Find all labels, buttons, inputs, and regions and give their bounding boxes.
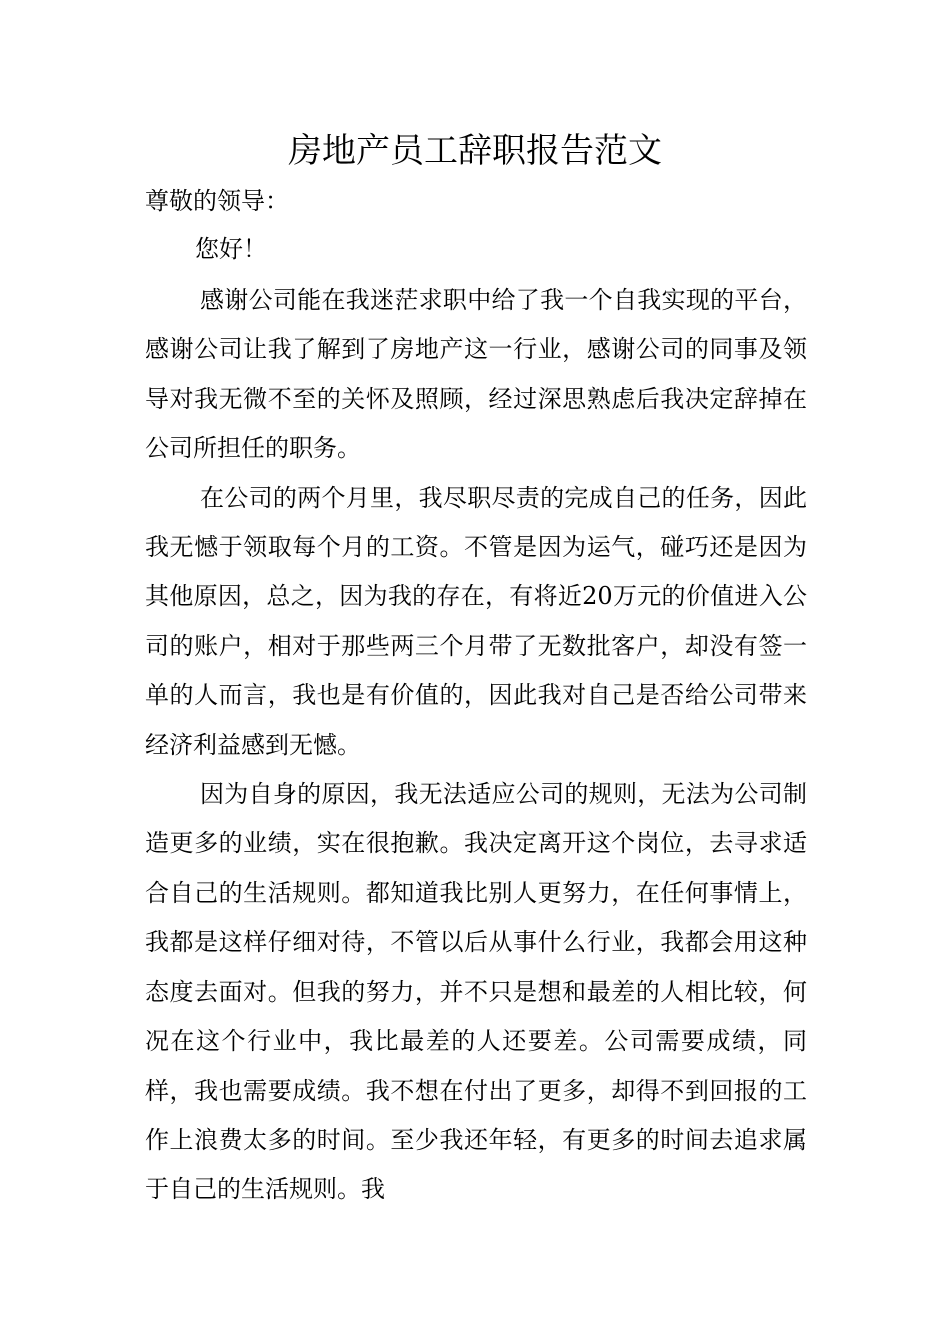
paragraph-3: 因为自身的原因，我无法适应公司的规则，无法为公司制造更多的业绩，实在很抱歉。我决定离开这个岗位，去寻求适合自己的生活规则。都知道我比别人更努力，在任何事情上，我都是这样仔细对待，不管以后从事什么行业，我都会用这种态度去面对。但我的努力，并不只是想和最差的人相比较，何况在这个行业中，我比最差的人还要差。公司需要成绩，同样，我也需要成绩。我不想在付出了更多，却得不到回报的工作上浪费太多的时间。至少我还年轻，有更多的时间去追求属于自己的生活规则。我	[145, 780, 807, 1204]
paragraph-1: 感谢公司能在我迷茫求职中给了我一个自我实现的平台，感谢公司让我了解到了房地产这一行业，感谢公司的同事及领导对我无微不至的关怀及照顾，经过深思熟虑后我决定辞掉在公司所担任的职务。	[145, 286, 807, 463]
paragraph-2: 在公司的两个月里，我尽职尽责的完成自己的任务，因此我无憾于领取每个月的工资。不管是因为运气，碰巧还是因为其他原因，总之，因为我的存在，有将近20万元的价值进入公司的账户，相对于那些两三个月带了无数批客户，却没有签一单的人而言，我也是有价值的，因此我对自己是否给公司带来经济利益感到无憾。	[145, 483, 807, 759]
letter-body	[145, 276, 807, 1215]
greeting: 您好！	[195, 235, 267, 263]
salutation: 尊敬的领导：	[145, 187, 289, 215]
document-title: 房地产员工辞职报告范文	[288, 131, 662, 171]
